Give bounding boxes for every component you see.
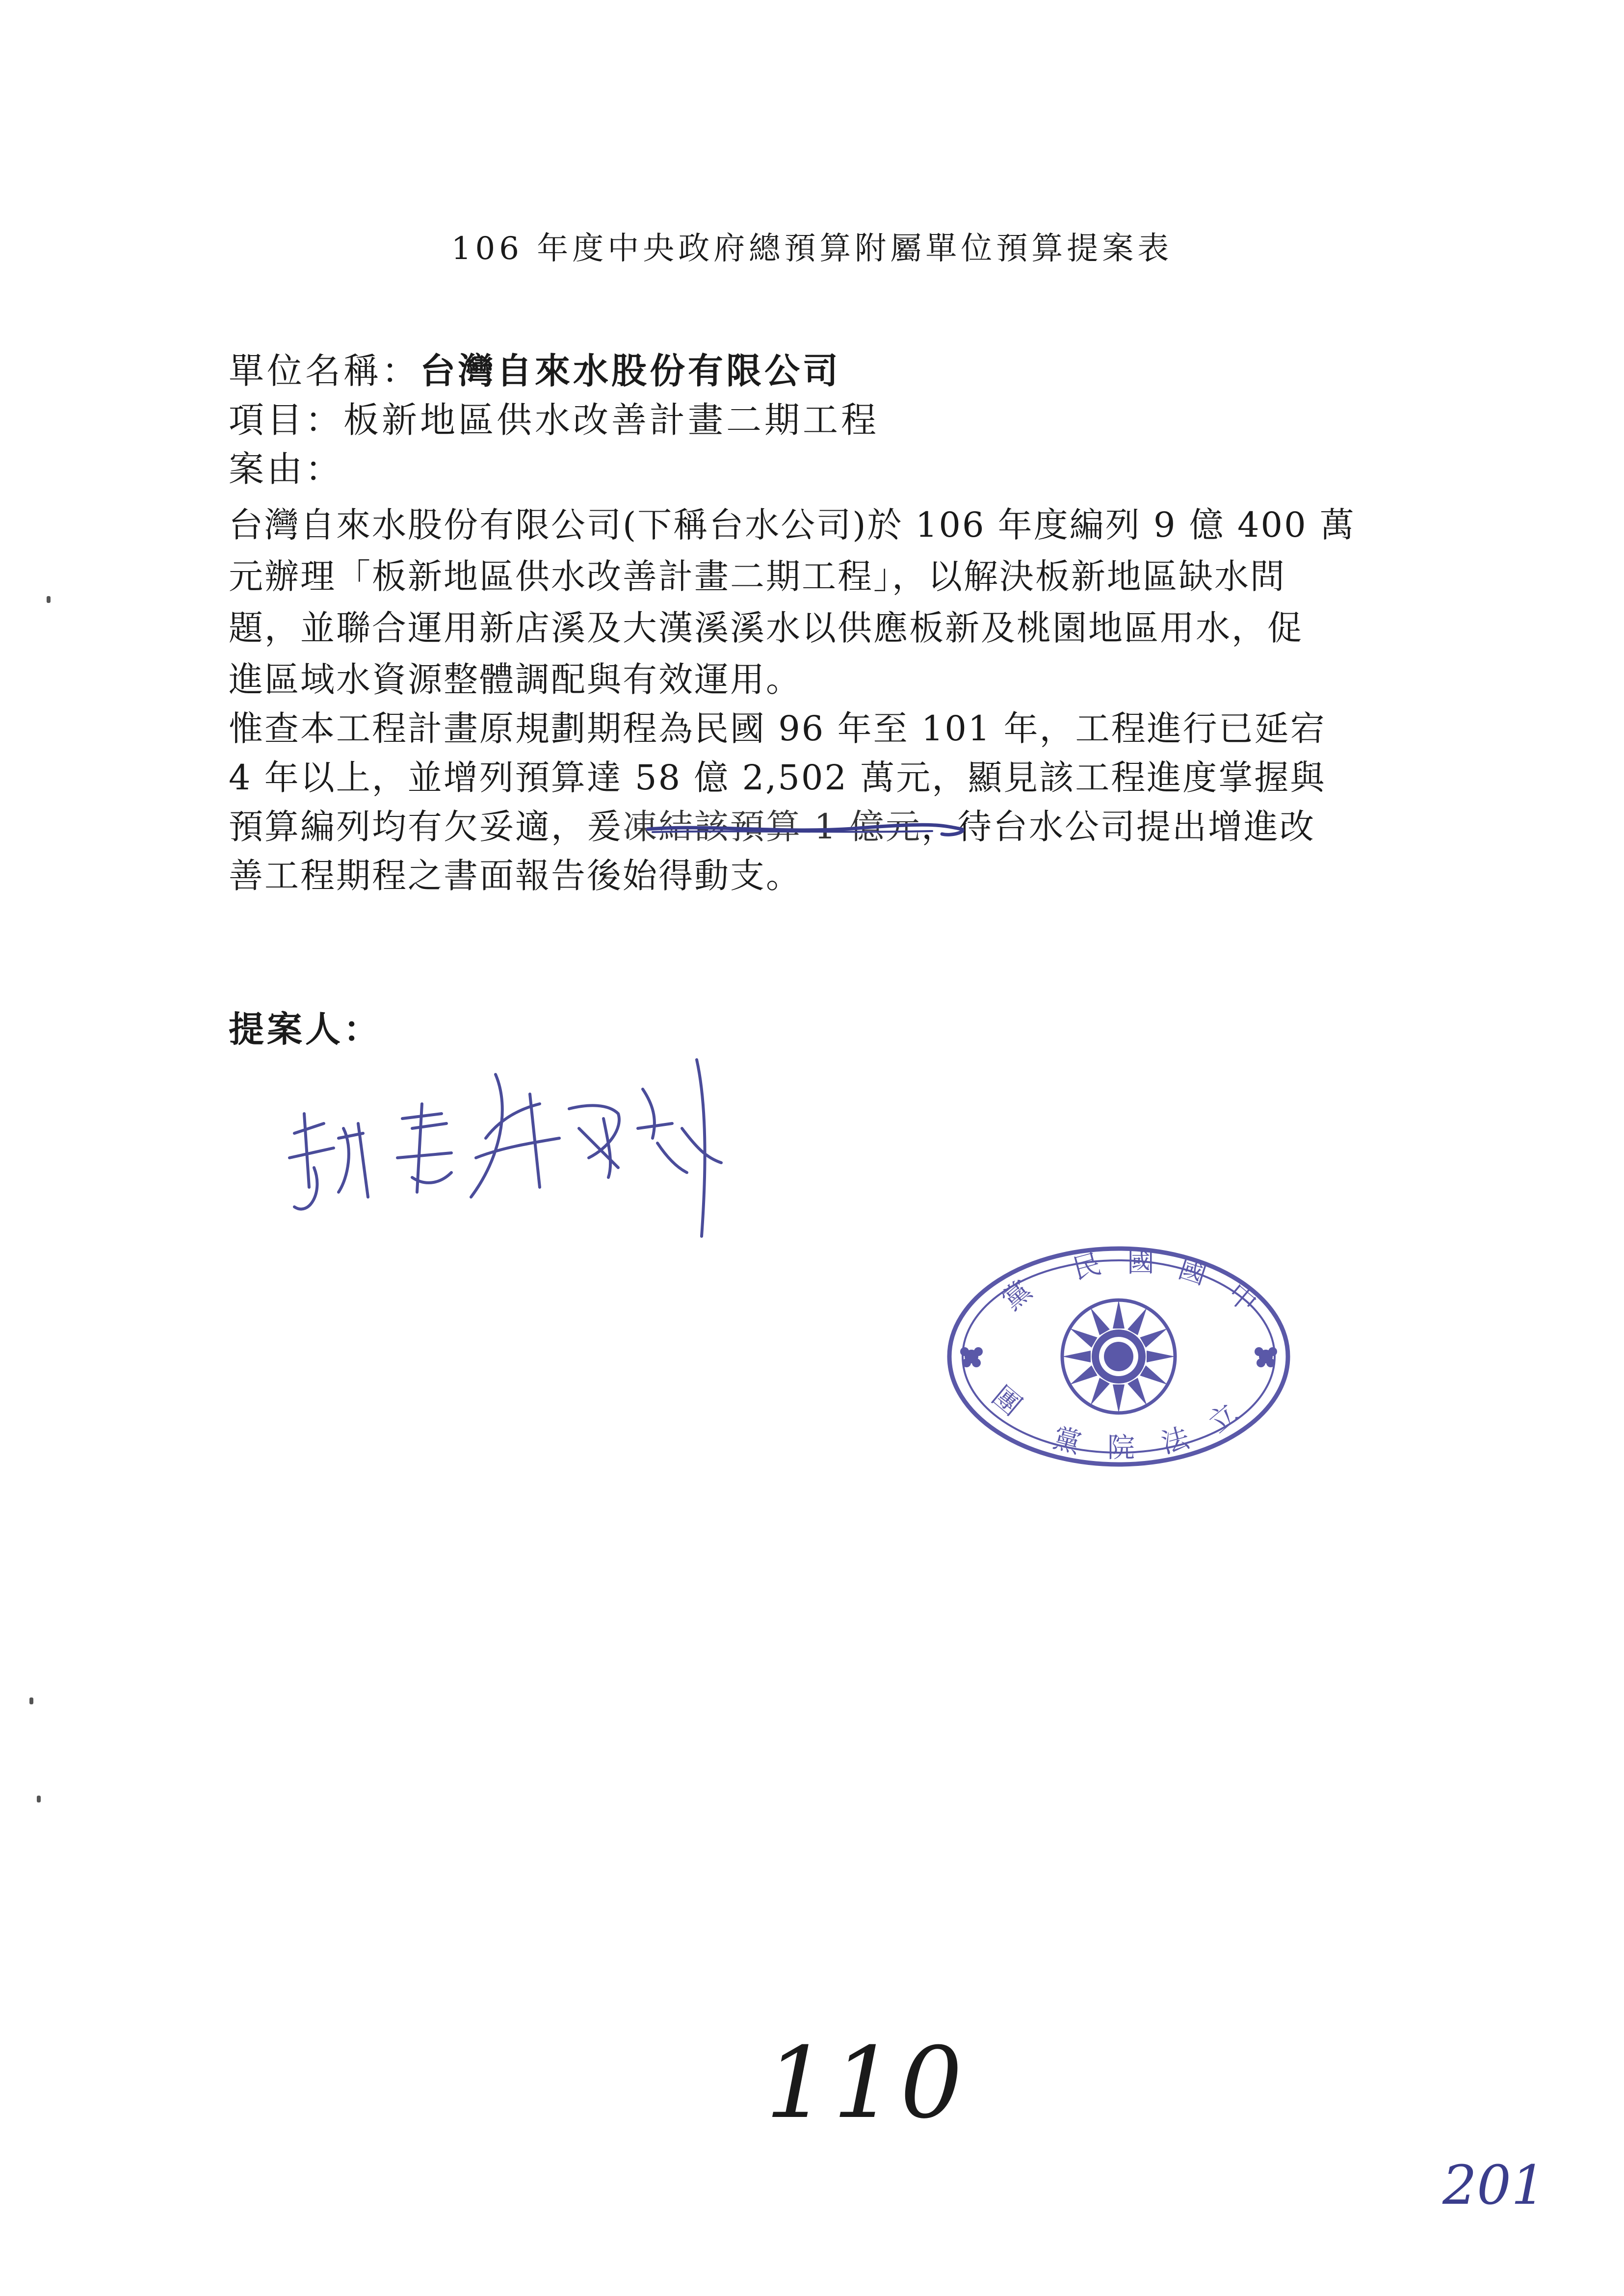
body-line-4: 進區域水資源整體調配與有效運用。 — [229, 659, 802, 700]
svg-text:黨: 黨 — [996, 1274, 1038, 1317]
svg-text:團: 團 — [986, 1380, 1028, 1422]
body-line-8: 善工程期程之書面報告後始得動支。 — [229, 856, 802, 896]
proposer-label: 提案人： — [229, 1009, 382, 1050]
reason-label: 案由： — [229, 448, 344, 490]
unit-name-value: 台灣自來水股份有限公司 — [420, 350, 841, 391]
item-value: 板新地區供水改善計畫二期工程 — [343, 399, 880, 441]
handwritten-ref-number: 201 — [1442, 2154, 1545, 2217]
party-seal — [942, 1241, 1295, 1472]
svg-text:立: 立 — [1202, 1397, 1244, 1439]
item-field — [229, 399, 880, 441]
body-line-7-pre: 預算編列均有欠妥適，爰 — [229, 807, 623, 847]
item-label: 項目： — [229, 399, 344, 441]
document-title: 106 年度中央政府總預算附屬單位預算提案表 — [451, 231, 1173, 267]
svg-text:黨: 黨 — [1049, 1422, 1085, 1460]
handwritten-page-number: 110 — [765, 2026, 968, 2140]
body-line-5: 惟查本工程計畫原規劃期程為民國 96 年至 101 年，工程進行已延宕 — [229, 708, 1326, 749]
scan-speck — [37, 1796, 41, 1802]
svg-text:院: 院 — [1107, 1432, 1135, 1464]
body-line-1: 台灣自來水股份有限公司(下稱台水公司)於 106 年度編列 9 億 400 萬 — [229, 505, 1356, 545]
svg-text:國: 國 — [1127, 1247, 1154, 1278]
body-line-7-post: ，待台水公司提出增進改 — [921, 807, 1316, 847]
body-line-2: 元辦理「板新地區供水改善計畫二期工程」，以解決板新地區缺水問 — [229, 556, 1286, 597]
handwritten-signature — [265, 1030, 854, 1300]
handwritten-strikethrough — [638, 809, 981, 849]
svg-text:中: 中 — [1221, 1277, 1263, 1319]
scan-speck — [29, 1697, 33, 1704]
svg-text:民: 民 — [1069, 1248, 1104, 1286]
body-line-3: 題，並聯合運用新店溪及大漢溪溪水以供應板新及桃園地區用水，促 — [229, 608, 1303, 648]
svg-text:國: 國 — [1175, 1252, 1211, 1291]
svg-text:法: 法 — [1157, 1422, 1193, 1460]
unit-name-field — [229, 350, 841, 391]
unit-name-label: 單位名稱： — [229, 350, 420, 391]
scan-speck — [47, 596, 51, 603]
struck-text: 凍結該預算 1 億元 — [623, 807, 922, 847]
body-line-6: 4 年以上，並增列預算達 58 億 2,502 萬元，顯見該工程進度掌握與 — [229, 757, 1326, 798]
